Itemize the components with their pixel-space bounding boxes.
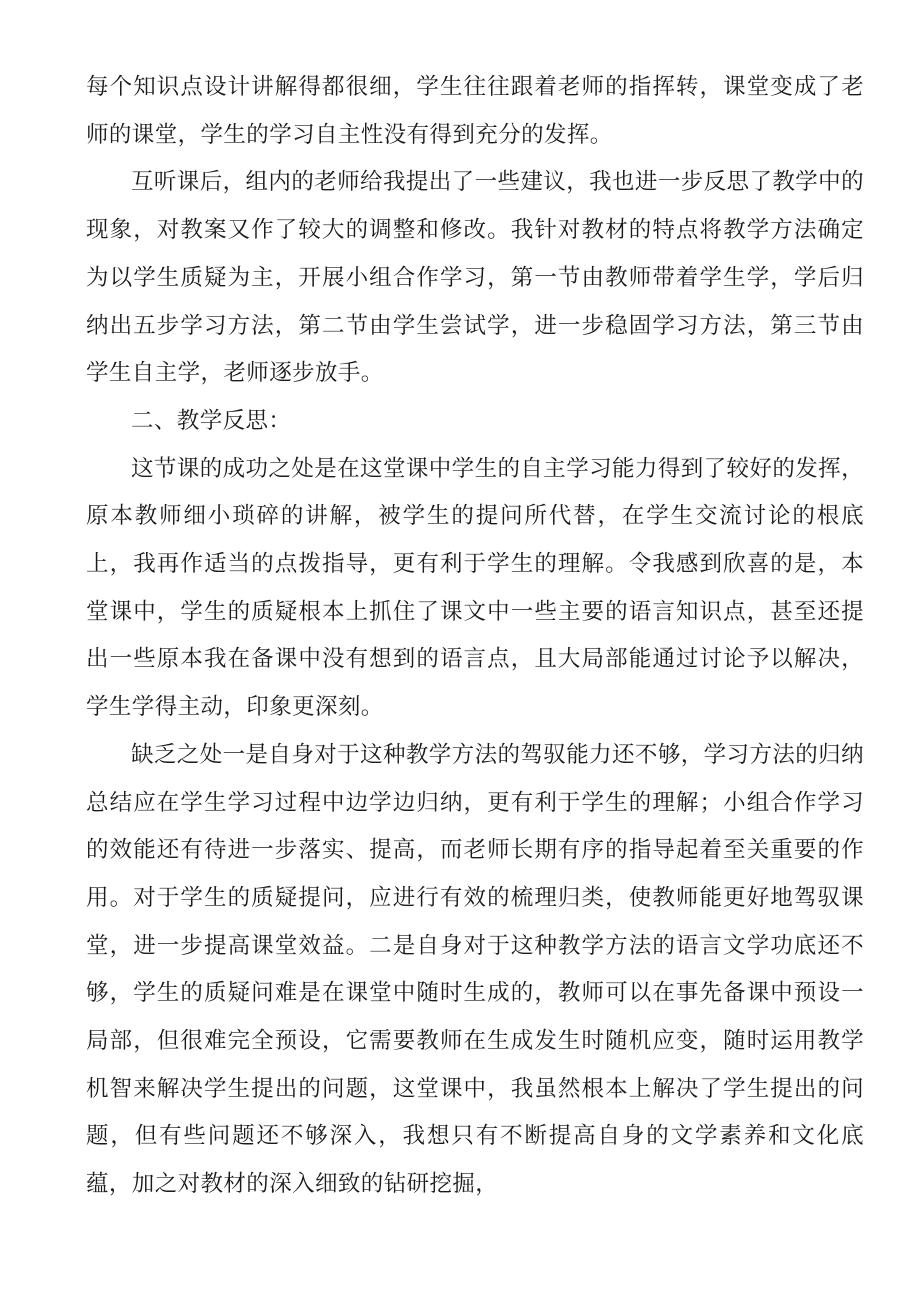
section-heading-teaching-reflection: 二、教学反思： bbox=[131, 407, 292, 434]
paragraph-success: 这节课的成功之处是在这堂课中学生的自主学习能力得到了较好的发挥，原本教师细小琐碎的讲解，被学生的提问所代替，在学生交流讨论的根底上，我再作适当的点拨指导，更有利于学生的理解。令我感到欣喜的是，本堂课中，学生的质疑根本上抓住了课文中一些主要的语言知识点，甚至还提出一些原本我在备课中没有想到的语言点，且大局部能通过讨论予以解决，学生学得主动，印象更深刻。 bbox=[86, 455, 864, 721]
document-body bbox=[86, 64, 864, 1209]
paragraph-shortcomings: 缺乏之处一是自身对于这种教学方法的驾驭能力还不够，学习方法的归纳总结应在学生学习过程中边学边归纳，更有利于学生的理解；小组合作学习的效能还有待进一步落实、提高，而老师长期有序的指导起着至关重要的作用。对于学生的质疑提问，应进行有效的梳理归类，使教师能更好地驾驭课堂，进一步提高课堂效益。二是自身对于这种教学方法的语言文学功底还不够，学生的质疑问难是在课堂中随时生成的，教师可以在事先备课中预设一局部，但很难完全预设，它需要教师在生成发生时随机应变，随时运用教学机智来解决学生提出的问题，这堂课中，我虽然根本上解决了学生提出的问题，但有些问题还不够深入，我想只有不断提高自身的文学素养和文化底蕴，加之对教材的深入细致的钻研挖掘， bbox=[86, 741, 864, 1198]
paragraph-continued: 每个知识点设计讲解得都很细，学生往往跟着老师的指挥转，课堂变成了老师的课堂，学生的学习自主性没有得到充分的发挥。 bbox=[86, 74, 864, 148]
paragraph-revision: 互听课后，组内的老师给我提出了一些建议，我也进一步反思了教学中的现象，对教案又作了较大的调整和修改。我针对教材的特点将教学方法确定为以学生质疑为主，开展小组合作学习，第一节由教师带着学生学，学后归纳出五步学习方法，第二节由学生尝试学，进一步稳固学习方法，第三节由学生自主学，老师逐步放手。 bbox=[86, 169, 864, 387]
